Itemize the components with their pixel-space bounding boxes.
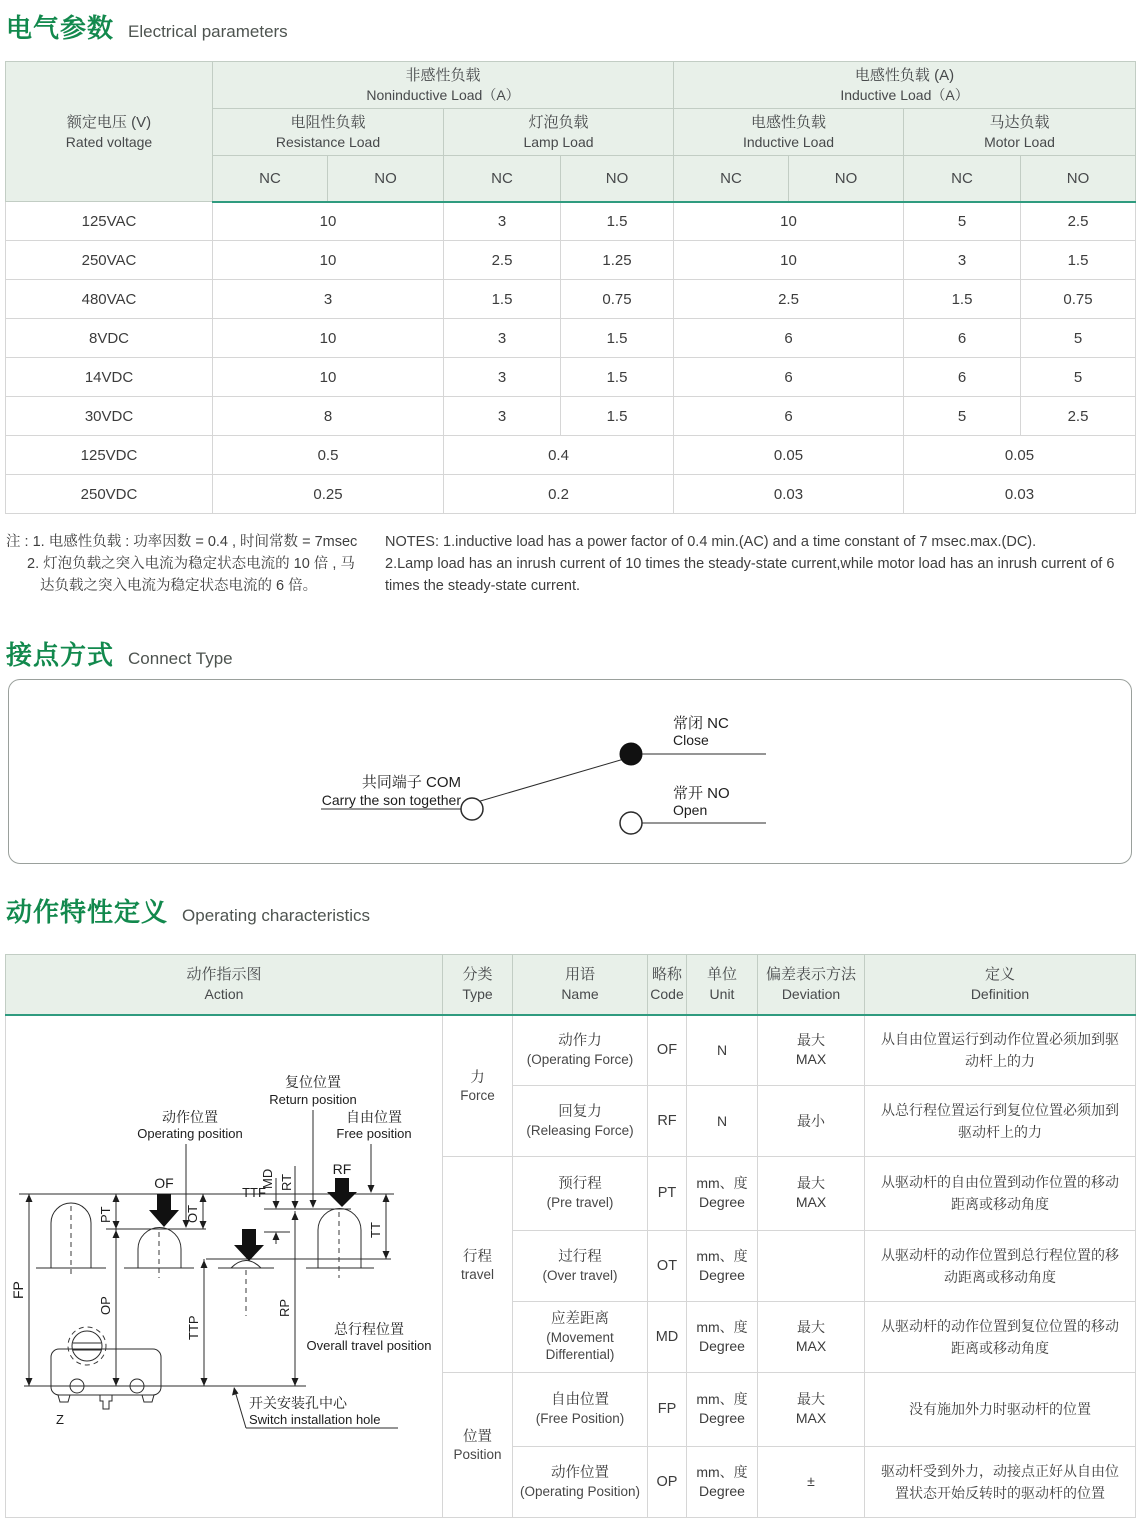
value-cell: 2.5 xyxy=(1021,202,1136,241)
com-label-en: Carry the son together xyxy=(321,792,461,808)
md-dim-label: MD xyxy=(260,1168,275,1189)
nc-contact-icon xyxy=(620,743,642,765)
value-cell: 1.5 xyxy=(561,397,674,436)
voltage-cell: 125VAC xyxy=(6,202,213,241)
action-diagram xyxy=(6,1016,443,1513)
table-row xyxy=(6,202,1136,241)
ttf-arrow-icon xyxy=(234,1229,264,1261)
pt-dim-label: PT xyxy=(98,1205,113,1223)
value-cell: 10 xyxy=(213,241,444,280)
value-cell: 2.5 xyxy=(674,280,904,319)
name-cell: 应差距离 (Movement Differential) xyxy=(513,1301,648,1372)
tt-dim-label: TT xyxy=(368,1221,383,1238)
voltage-cell: 14VDC xyxy=(6,358,213,397)
value-cell: 0.75 xyxy=(561,280,674,319)
value-cell: 3 xyxy=(444,397,561,436)
code-cell: OP xyxy=(648,1446,687,1517)
definition-header: 定义 Definition xyxy=(865,955,1136,1015)
action-header: 动作指示图 Action xyxy=(6,955,443,1015)
ot-dim-label: OT xyxy=(185,1204,200,1223)
notes-chinese: 注 : 1. 电感性负载 : 功率因数 = 0.4 , 时间常数 = 7msec 2. 灯泡负载之突入电流为稳定状态电流的 10 倍 , 马 达负载之突入电流为稳定状态电流的 6 倍。 xyxy=(6,534,358,594)
header-row-groups xyxy=(6,62,1136,109)
rated-voltage-header: 额定电压 (V) Rated voltage xyxy=(6,62,213,202)
value-cell: 3 xyxy=(213,280,444,319)
installation-hole-label-zh: 开关安装孔中心 xyxy=(249,1394,347,1411)
value-cell: 1.25 xyxy=(561,241,674,280)
section-title-zh: 接点方式 xyxy=(6,640,115,670)
inductive-load-group-header: 电感性负载 (A) Inductive Load（A） xyxy=(674,62,1136,109)
unit-cell: mm、度 Degree xyxy=(687,1446,758,1517)
type-header: 分类 Type xyxy=(443,955,513,1015)
deviation-cell: 最小 xyxy=(758,1086,865,1157)
table-row xyxy=(6,358,1136,397)
switch-body xyxy=(51,1349,161,1395)
code-cell: OF xyxy=(648,1015,687,1086)
value-cell: 3 xyxy=(444,202,561,241)
return-position-label-en: Return position xyxy=(269,1091,357,1107)
connect-type-diagram-box xyxy=(8,679,1132,864)
value-cell: 2.5 xyxy=(1021,397,1136,436)
name-cell: 动作力 (Operating Force) xyxy=(513,1015,648,1086)
section-title-zh: 电气参数 xyxy=(6,13,115,43)
terminal-icon xyxy=(58,1395,70,1402)
unit-cell: mm、度 Degree xyxy=(687,1157,758,1231)
operating-characteristics-table xyxy=(5,954,1136,1518)
motor-load-header: 马达负载 Motor Load xyxy=(904,109,1136,156)
deviation-cell: ± xyxy=(758,1446,865,1517)
deviation-header: 偏差表示方法 Deviation xyxy=(758,955,865,1015)
voltage-cell: 125VDC xyxy=(6,436,213,475)
name-cell: 动作位置 (Operating Position) xyxy=(513,1446,648,1517)
no-header: NO xyxy=(328,156,444,202)
value-cell: 0.75 xyxy=(1021,280,1136,319)
code-cell: PT xyxy=(648,1157,687,1231)
value-cell: 0.05 xyxy=(674,436,904,475)
value-cell: 0.05 xyxy=(904,436,1136,475)
value-cell: 6 xyxy=(674,397,904,436)
definition-cell: 没有施加外力时驱动杆的位置 xyxy=(865,1372,1136,1446)
ttf-label: TTF xyxy=(242,1184,266,1200)
circuit-diagram xyxy=(9,680,1131,863)
definition-cell: 从驱动杆的自由位置到动作位置的移动距离或移动角度 xyxy=(865,1157,1136,1231)
unit-cell: N xyxy=(687,1086,758,1157)
definition-cell: 从驱动杆的动作位置到总行程位置的移动距离或移动角度 xyxy=(865,1230,1136,1301)
voltage-cell: 480VAC xyxy=(6,280,213,319)
action-diagram-cell xyxy=(6,1015,443,1518)
name-cell: 过行程 (Over travel) xyxy=(513,1230,648,1301)
value-cell: 5 xyxy=(1021,319,1136,358)
nc-header: NC xyxy=(213,156,328,202)
op-dim-label: OP xyxy=(98,1295,113,1315)
value-cell: 1.5 xyxy=(561,202,674,241)
connect-type-title xyxy=(6,635,1140,672)
voltage-cell: 30VDC xyxy=(6,397,213,436)
operating-position-label-en: Operating position xyxy=(137,1125,243,1141)
deviation-cell: 最大 MAX xyxy=(758,1301,865,1372)
value-cell: 5 xyxy=(904,397,1021,436)
rt-dim-label: RT xyxy=(279,1173,294,1191)
code-cell: FP xyxy=(648,1372,687,1446)
value-cell: 10 xyxy=(674,241,904,280)
definition-cell: 驱动杆受到外力，动接点正好从自由位置状态开始反转时的驱动杆的位置 xyxy=(865,1446,1136,1517)
name-cell: 预行程 (Pre travel) xyxy=(513,1157,648,1231)
value-cell: 3 xyxy=(904,241,1021,280)
terminal-icon xyxy=(100,1395,112,1409)
electrical-parameters-title xyxy=(6,8,1140,45)
voltage-cell: 250VAC xyxy=(6,241,213,280)
unit-cell: N xyxy=(687,1015,758,1086)
value-cell: 10 xyxy=(213,358,444,397)
operating-position-label-zh: 动作位置 xyxy=(162,1108,218,1125)
table-row xyxy=(6,475,1136,514)
value-cell: 0.2 xyxy=(444,475,674,514)
rf-label: RF xyxy=(332,1160,352,1177)
nc-header: NC xyxy=(904,156,1021,202)
value-cell: 1.5 xyxy=(561,358,674,397)
resistance-load-header: 电阻性负载 Resistance Load xyxy=(213,109,444,156)
name-cell: 回复力 (Releasing Force) xyxy=(513,1086,648,1157)
no-header: NO xyxy=(1021,156,1136,202)
value-cell: 10 xyxy=(213,202,444,241)
lamp-load-header: 灯泡负载 Lamp Load xyxy=(444,109,674,156)
unit-cell: mm、度 Degree xyxy=(687,1372,758,1446)
unit-header: 单位 Unit xyxy=(687,955,758,1015)
inductive-load-header: 电感性负载 Inductive Load xyxy=(674,109,904,156)
name-header: 用语 Name xyxy=(513,955,648,1015)
section-title-en: Connect Type xyxy=(128,649,233,668)
unit-cell: mm、度 Degree xyxy=(687,1230,758,1301)
value-cell: 0.25 xyxy=(213,475,444,514)
com-label-zh: 共同端子 COM xyxy=(361,774,461,791)
nc-label-zh: 常闭 NC xyxy=(673,715,729,732)
fp-dim-label: FP xyxy=(10,1280,26,1299)
switch-button-icon xyxy=(72,1331,102,1361)
group-travel: 行程 travel xyxy=(443,1157,513,1373)
noninductive-load-header: 非感性负载 Noninductive Load（A） xyxy=(213,62,674,109)
table-row xyxy=(6,280,1136,319)
value-cell: 2.5 xyxy=(444,241,561,280)
value-cell: 6 xyxy=(904,319,1021,358)
no-label-zh: 常开 NO xyxy=(673,785,730,802)
value-cell: 10 xyxy=(674,202,904,241)
operating-characteristics-title xyxy=(6,892,1140,929)
plunger-total-travel xyxy=(231,1260,261,1268)
deviation-cell xyxy=(758,1230,865,1301)
no-header: NO xyxy=(561,156,674,202)
value-cell: 10 xyxy=(213,319,444,358)
unit-cell: mm、度 Degree xyxy=(687,1301,758,1372)
code-header: 略称 Code xyxy=(648,955,687,1015)
overall-travel-label-zh: 总行程位置 xyxy=(334,1320,404,1337)
overall-travel-label-en: Overall travel position xyxy=(306,1337,432,1353)
value-cell: 8 xyxy=(213,397,444,436)
of-label: OF xyxy=(154,1174,174,1191)
code-cell: OT xyxy=(648,1230,687,1301)
value-cell: 1.5 xyxy=(904,280,1021,319)
no-contact-icon xyxy=(620,812,642,834)
name-cell: 自由位置 (Free Position) xyxy=(513,1372,648,1446)
value-cell: 0.4 xyxy=(444,436,674,475)
terminal-icon xyxy=(142,1395,154,1402)
section-title-zh: 动作特性定义 xyxy=(6,897,169,927)
value-cell: 5 xyxy=(904,202,1021,241)
no-header: NO xyxy=(789,156,904,202)
value-cell: 6 xyxy=(674,319,904,358)
value-cell: 1.5 xyxy=(444,280,561,319)
value-cell: 0.03 xyxy=(904,475,1136,514)
value-cell: 0.5 xyxy=(213,436,444,475)
return-position-label-zh: 复位位置 xyxy=(285,1073,341,1090)
section-title-en: Electrical parameters xyxy=(128,22,288,41)
code-cell: RF xyxy=(648,1086,687,1157)
electrical-parameters-table xyxy=(5,61,1136,514)
free-position-label-zh: 自由位置 xyxy=(346,1108,402,1125)
value-cell: 3 xyxy=(444,358,561,397)
value-cell: 1.5 xyxy=(561,319,674,358)
com-terminal-icon xyxy=(461,798,483,820)
nc-header: NC xyxy=(444,156,561,202)
free-position-label-en: Free position xyxy=(336,1125,412,1141)
table-row xyxy=(6,436,1136,475)
deviation-cell: 最大 MAX xyxy=(758,1372,865,1446)
notes-english: NOTES: 1.inductive load has a power factor of 0.4 min.(AC) and a time constant of 7 msec.max.(DC). 2.Lamp load has an inrush current of 10 times the steady-state current,while motor load has an inrush current of 6 times the steady-state current. xyxy=(385,534,1115,594)
rp-dim-label: RP xyxy=(277,1298,292,1317)
installation-hole-label-en: Switch installation hole xyxy=(249,1411,381,1427)
voltage-cell: 250VDC xyxy=(6,475,213,514)
group-force: 力 Force xyxy=(443,1015,513,1157)
table-row xyxy=(6,397,1136,436)
table-row xyxy=(6,319,1136,358)
table-row xyxy=(6,1015,1136,1086)
header-row xyxy=(6,955,1136,1015)
no-label-en: Open xyxy=(673,802,708,818)
value-cell: 3 xyxy=(444,319,561,358)
code-cell: MD xyxy=(648,1301,687,1372)
value-cell: 6 xyxy=(904,358,1021,397)
nc-label-en: Close xyxy=(673,732,709,748)
value-cell: 1.5 xyxy=(1021,241,1136,280)
definition-cell: 从驱动杆的动作位置到复位位置的移动距离或移动角度 xyxy=(865,1301,1136,1372)
of-arrow-icon xyxy=(149,1194,179,1227)
rf-arrow-icon xyxy=(327,1178,357,1207)
nc-header: NC xyxy=(674,156,789,202)
value-cell: 6 xyxy=(674,358,904,397)
ttp-dim-label: TTP xyxy=(186,1314,201,1340)
table-row xyxy=(6,241,1136,280)
deviation-cell: 最大 MAX xyxy=(758,1015,865,1086)
notes-block xyxy=(6,531,1140,597)
value-cell: 5 xyxy=(1021,358,1136,397)
definition-cell: 从自由位置运行到动作位置必须加到驱动杆上的力 xyxy=(865,1015,1136,1086)
deviation-cell: 最大 MAX xyxy=(758,1157,865,1231)
value-cell: 0.03 xyxy=(674,475,904,514)
voltage-cell: 8VDC xyxy=(6,319,213,358)
z-label: Z xyxy=(56,1411,64,1427)
group-position: 位置 Position xyxy=(443,1372,513,1517)
definition-cell: 从总行程位置运行到复位位置必须加到驱动杆上的力 xyxy=(865,1086,1136,1157)
section-title-en: Operating characteristics xyxy=(182,906,371,925)
